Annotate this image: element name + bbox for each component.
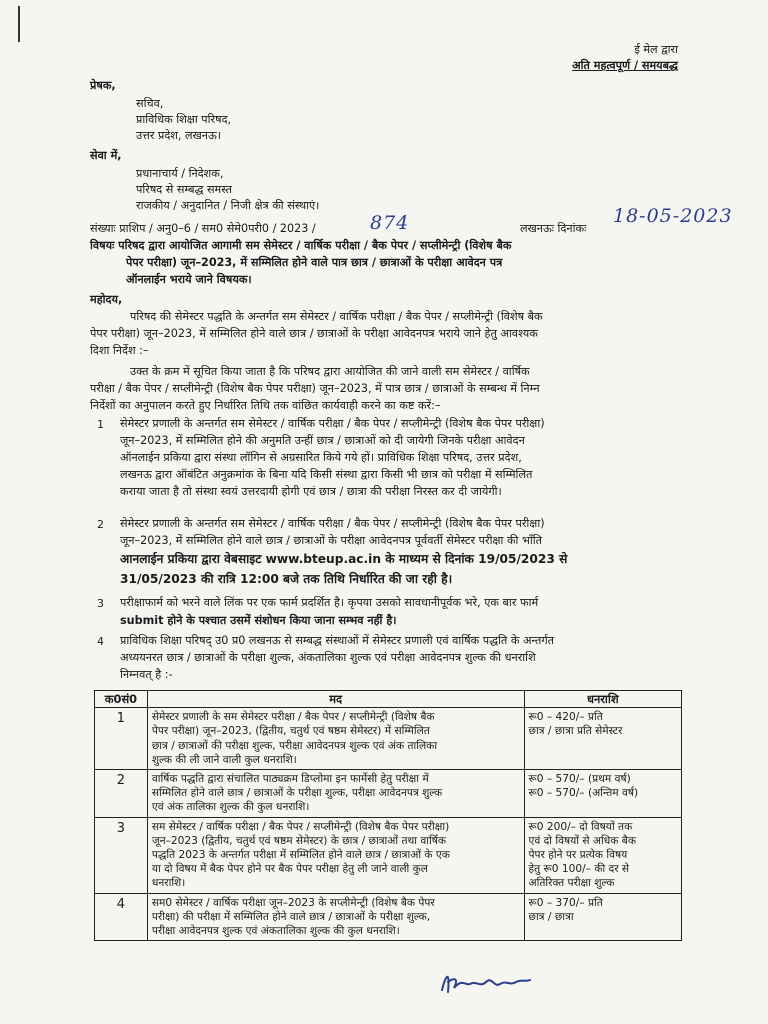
header-amount: धनराशि: [524, 691, 681, 708]
amount-line: रू0 – 370/– प्रति: [528, 896, 603, 909]
row-amount: [524, 817, 681, 893]
sender-line: प्राविधिक शिक्षा परिषद,: [136, 113, 232, 126]
point-3-line: परीक्षाफार्म को भरने वाले लिंक पर एक फार्म प्रदर्शित है। कृपया उसको सावधानीपूर्वक भरे, एक बार फार्म: [120, 596, 539, 609]
row-description: [147, 770, 524, 818]
recipient-line: परिषद से सम्बद्ध समस्त: [136, 183, 232, 196]
salutation: महोदय,: [90, 293, 123, 306]
desc-line: पद्धति 2023 के अन्तर्गत परीक्षा में सम्मिलित होने वाले छात्र / छात्राओं के एक: [151, 849, 450, 862]
subject-line: पेपर परीक्षा) जून–2023, में सम्मिलित होने वाले पात्र छात्र / छात्राओं के परीक्षा आवेदन पत्र: [126, 256, 503, 269]
margin-mark: [18, 6, 20, 42]
handwritten-date: 18-05-2023: [613, 205, 733, 227]
point-1-line: कराया जाता है तो संस्था स्वयं उत्तरदायी होगी एवं छात्र / छात्रा की परीक्षा निरस्त कर दी जायेगी।: [120, 485, 502, 498]
amount-line: रू0 – 570/– (अन्तिम वर्ष): [528, 787, 639, 800]
context-line: निर्देशों का अनुपालन करते हुए निर्धारित तिथि तक वांछित कार्यवाही करने का कष्ट करें:–: [90, 399, 441, 412]
header-serial: क0सं0: [95, 691, 148, 708]
table-row: [95, 817, 682, 893]
point-number: 1: [97, 418, 104, 431]
amount-line: पेपर होने पर प्रत्येक विषय: [528, 849, 628, 862]
desc-line: जून–2023 (द्वितीय, चतुर्थ एवं षष्ठम सेमेस्टर) के छात्र / छात्राओं तथा वार्षिक: [151, 834, 447, 847]
desc-line: छात्र / छात्राओं की परीक्षा शुल्क, परीक्षा आवेदनपत्र शुल्क एवं अंक तालिका: [151, 739, 438, 752]
point-2-line: जून–2023, में सम्मिलित होने वाले छात्र / छात्राओं के परीक्षा आवेदनपत्र पूर्ववर्ती सेमेस्टर परीक्षा की भाँति: [120, 534, 543, 547]
row-description: [147, 893, 524, 941]
row-amount: [524, 770, 681, 818]
point-4-line: अध्ययनरत छात्र / छात्राओं के परीक्षा शुल्क, अंकतालिका शुल्क एवं परीक्षा आवेदनपत्र शुल्क की धनराशि: [120, 651, 536, 664]
signature: [436, 966, 536, 1006]
handwritten-letter-number: 874: [370, 212, 410, 234]
point-number: 3: [97, 597, 104, 610]
context-line: परीक्षा / बैक पेपर / सप्लीमेन्ट्री (विशेष बैक पेपर परीक्षा) जून–2023, में पात्र छात्र / छात्राओं के सम्बन्ध में निम्न: [90, 382, 540, 395]
recipient-line: प्रधानाचार्य / निदेशक,: [136, 167, 224, 180]
desc-line: सम0 सेमेस्टर / वार्षिक परीक्षा जून–2023 के सप्लीमेन्ट्री (विशेष बैक पेपर: [151, 896, 435, 909]
point-2-deadline-line: 31/05/2023 की रात्रि 12:00 बजे तक तिथि निर्धारित की जा रही है।: [120, 572, 453, 586]
desc-line: परीक्षा) की परीक्षा में सम्मिलित होने वाले छात्र / छात्राओं के परीक्षा शुल्क,: [151, 910, 431, 923]
amount-line: छात्र / छात्रा प्रति सेमेस्टर: [528, 725, 623, 738]
desc-line: पेपर परीक्षा) जून–2023, (द्वितीय, चतुर्थ एवं षष्ठम सेमेस्टर) में सम्मिलित: [151, 725, 430, 738]
desc-line: परीक्षा आवेदनपत्र शुल्क एवं अंकतालिका शुल्क की कुल धनराशि।: [151, 925, 400, 938]
intro-line: दिशा निर्देश :–: [90, 344, 149, 357]
desc-line: धनराशि।: [151, 877, 186, 890]
point-4-line: निम्नवत् है :-: [120, 668, 173, 681]
point-3-line: submit होने के पश्चात उसमें संशोधन किया जाना सम्भव नहीं है।: [120, 614, 397, 627]
desc-line: सम्मिलित होने वाले छात्र / छात्राओं के परीक्षा शुल्क, परीक्षा आवेदनपत्र शुल्क: [151, 787, 443, 800]
amount-line: रू0 – 420/– प्रति: [528, 711, 603, 724]
intro-line: पेपर परीक्षा) जून–2023, में सम्मिलित होने वाले छात्र / छात्राओं के परीक्षा आवेदनपत्र भराये जाने हेतु आवश्यक: [90, 327, 538, 340]
point-4-line: प्राविधिक शिक्षा परिषद् उ0 प्र0 लखनऊ से सम्बद्ध संस्थाओं में सेमेस्टर प्रणाली एवं वार्षिक पद्धति के अन्तर्गत: [120, 634, 555, 647]
table-row: [95, 770, 682, 818]
desc-line: शुल्क की ली जाने वाली कुल धनराशि।: [151, 753, 297, 766]
fee-table: [94, 690, 682, 941]
desc-line: सम सेमेस्टर / वार्षिक परीक्षा / बैक पेपर / सप्लीमेन्ट्री (विशेष बैक पेपर परीक्षा): [151, 820, 450, 833]
point-1-line: सेमेस्टर प्रणाली के अन्तर्गत सम सेमेस्टर / वार्षिक परीक्षा / बैक पेपर / सप्लीमेन्ट्री (विशेष बैक पेपर परीक्षा): [120, 417, 545, 430]
desc-line: सेमेस्टर प्रणाली के सम सेमेस्टर परीक्षा / बैक पेपर / सप्लीमेन्ट्री (विशेष बैक: [151, 711, 435, 724]
recipient-label: सेवा में,: [90, 149, 122, 162]
point-1-line: ऑनलाईन प्रकिया द्वारा संस्था लॉगिन से अग्रसारित किये गये हों। प्राविधिक शिक्षा परिषद, उत्तर प्रदेश,: [120, 451, 522, 464]
amount-line: हेतु रू0 100/– की दर से: [528, 863, 630, 876]
sender-line: उत्तर प्रदेश, लखनऊ।: [136, 129, 221, 142]
place-date-label: लखनऊः दिनांकः: [520, 222, 587, 235]
point-1-line: लखनऊ द्वारा ऑबंटित अनुक्रमांक के बिना यदि किसी संस्था द्वारा किसी भी छात्र को परीक्षा में सम्मिलित: [120, 468, 533, 481]
point-number: 2: [97, 518, 104, 531]
amount-line: रू0 200/– दो विषयों तक: [528, 820, 633, 833]
intro-line: परिषद की सेमेस्टर पद्धति के अन्तर्गत सम सेमेस्टर / वार्षिक परीक्षा / बैक पेपर / सप्लीमेन्ट्री (विशेष बैक: [130, 310, 543, 323]
desc-line: वार्षिक पद्धति द्वारा संचालित पाठ्यक्रम डिप्लोमा इन फार्मेसी हेतु परीक्षा में: [151, 773, 429, 786]
priority-label: अति महत्वपूर्ण / समयबद्ध: [572, 59, 678, 72]
row-serial: 3: [95, 817, 148, 893]
subject-line: विषयः परिषद द्वारा आयोजित आगामी सम सेमेस्टर / वार्षिक परीक्षा / बैक पेपर / सप्लीमेन्ट्री (विशेष बैक: [90, 239, 512, 252]
desc-line: या दो विषय में बैक पेपर होने पर बैक पेपर परीक्षा हेतु ली जाने वाली कुल: [151, 863, 428, 876]
row-amount: [524, 708, 681, 770]
sender-label: प्रेषक,: [90, 79, 116, 92]
row-amount: [524, 893, 681, 941]
email-mode-label: ई मेल द्वारा: [634, 43, 678, 56]
table-row: [95, 893, 682, 941]
sender-line: सचिव,: [136, 97, 164, 110]
fee-table-header-row: [95, 691, 682, 708]
point-1-line: जून–2023, में सम्मिलित होने की अनुमति उन्हीं छात्र / छात्राओं को दी जायेगी जिनके परीक्षा आवेदन: [120, 434, 525, 447]
reference-number: संख्याः प्राशिप / अनु0–6 / सम0 सेमे0परी0 / 2023 /: [90, 222, 316, 235]
row-serial: 2: [95, 770, 148, 818]
table-row: [95, 708, 682, 770]
row-serial: 1: [95, 708, 148, 770]
amount-line: छात्र / छात्रा: [528, 910, 574, 923]
point-2-line: सेमेस्टर प्रणाली के अन्तर्गत सम सेमेस्टर / वार्षिक परीक्षा / बैक पेपर / सप्लीमेन्ट्री (विशेष बैक पेपर परीक्षा): [120, 517, 545, 530]
amount-line: रू0 – 570/– (प्रथम वर्ष): [528, 773, 631, 786]
row-description: [147, 817, 524, 893]
row-description: [147, 708, 524, 770]
desc-line: एवं अंक तालिका शुल्क की कुल धनराशि।: [151, 801, 310, 814]
point-number: 4: [97, 635, 104, 648]
signature-scribble: [436, 966, 536, 1002]
amount-line: एवं दो विषयों से अधिक बैक: [528, 834, 636, 847]
recipient-line: राजकीय / अनुदानित / निजी क्षेत्र की संस्थाएं।: [136, 199, 320, 212]
point-2-website-line: आनलाईन प्रकिया द्वारा वेबसाइट www.bteup.ac.in के माध्यम से दिनांक 19/05/2023 से: [120, 552, 568, 566]
amount-line: अतिरिक्त परीक्षा शुल्क: [528, 877, 615, 890]
header-item: मद: [147, 691, 524, 708]
row-serial: 4: [95, 893, 148, 941]
subject-line: ऑनलाईन भराये जाने विषयक।: [126, 273, 252, 286]
context-line: उक्त के क्रम में सूचित किया जाता है कि परिषद द्वारा आयोजित की जाने वाली सम सेमेस्टर / वार्षिक: [130, 365, 530, 378]
